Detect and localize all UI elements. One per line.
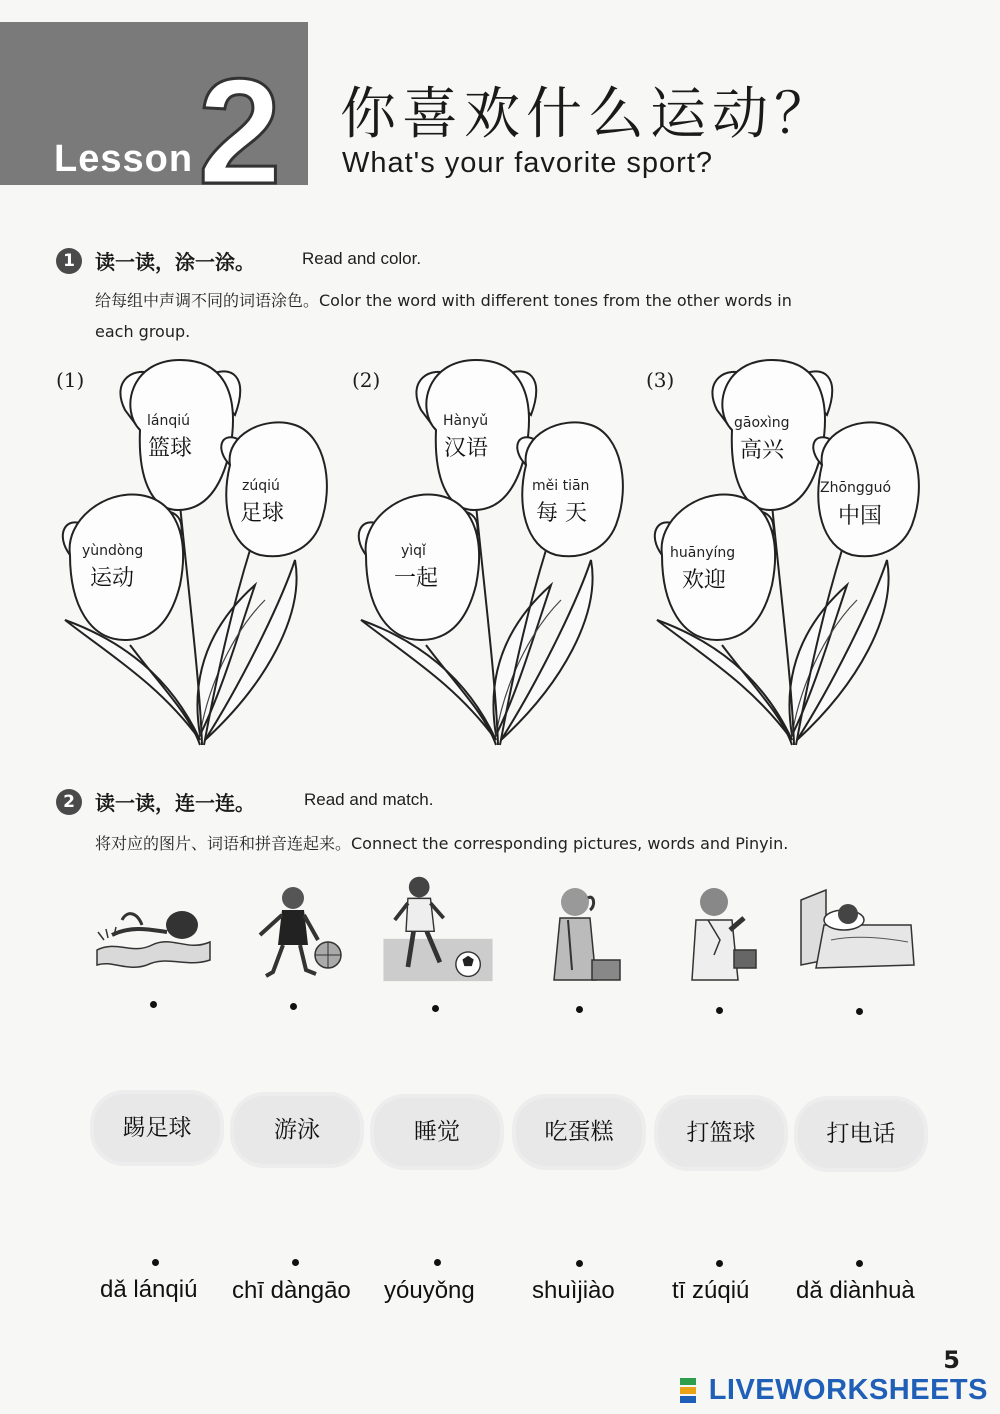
word-hanzi: 欢迎 <box>682 568 727 593</box>
word-box-2[interactable]: 游泳 <box>234 1096 360 1164</box>
word-pinyin: měi tiān <box>532 478 590 494</box>
pinyin-word-3[interactable]: yóuyǒng <box>384 1277 475 1304</box>
picture-dot-5[interactable] <box>716 1007 723 1014</box>
section1-instruction-line1: 给每组中声调不同的词语涂色。Color the word with different tones from the other words in <box>95 291 792 310</box>
group-label-3: (3) <box>646 368 675 392</box>
page-number: 5 <box>943 1346 960 1374</box>
word-hanzi: 每 天 <box>536 501 587 526</box>
page-title-english: What's your favorite sport? <box>342 147 714 179</box>
word-hanzi: 篮球 <box>148 436 193 461</box>
word-hanzi: 足球 <box>240 501 285 526</box>
word-hanzi: 运动 <box>90 566 135 591</box>
word-pinyin: yìqǐ <box>401 543 426 559</box>
tulip-group-1 <box>50 355 340 755</box>
pinyin-word-4[interactable]: shuìjiào <box>532 1277 615 1304</box>
picture-dot-4[interactable] <box>576 1006 583 1013</box>
word-box-6[interactable]: 打电话 <box>798 1100 924 1168</box>
word-pinyin: yùndòng <box>82 543 144 559</box>
lesson-label: Lesson <box>54 138 194 180</box>
word-pinyin: Zhōngguó <box>820 480 892 496</box>
word-pinyin: zúqiú <box>242 478 280 494</box>
word-box-4[interactable]: 吃蛋糕 <box>516 1098 642 1166</box>
pinyin-word-2[interactable]: chī dàngāo <box>232 1277 351 1304</box>
word-hanzi: 一起 <box>394 566 439 591</box>
picture-dot-6[interactable] <box>856 1008 863 1015</box>
section1-number-badge: 1 <box>56 248 82 274</box>
picture-dot-3[interactable] <box>432 1005 439 1012</box>
lesson-number: 2 <box>198 47 282 215</box>
word-pinyin: huānyíng <box>670 545 736 561</box>
word-box-3[interactable]: 睡觉 <box>374 1098 500 1166</box>
word-hanzi: 中国 <box>838 504 883 529</box>
section2-title-english: Read and match. <box>304 790 434 809</box>
section1-title-chinese: 读一读，涂一涂。 <box>95 250 255 274</box>
section2-title-chinese: 读一读，连一连。 <box>95 791 255 815</box>
pinyin-word-5[interactable]: tī zúqiú <box>672 1277 750 1304</box>
page-title-chinese: 你喜欢什么运动？ <box>340 82 836 147</box>
word-hanzi: 高兴 <box>740 438 785 463</box>
soccer-picture[interactable] <box>378 873 498 983</box>
swimming-picture[interactable] <box>92 880 212 990</box>
pinyin-word-6[interactable]: dǎ diànhuà <box>796 1277 915 1304</box>
liveworksheets-brand[interactable]: LIVEWORKSHEETS <box>708 1374 988 1406</box>
group-label-1: (1) <box>56 368 85 392</box>
pinyin-dot-3[interactable] <box>434 1259 441 1266</box>
word-pinyin: lánqiú <box>147 413 190 429</box>
pinyin-dot-4[interactable] <box>576 1260 583 1267</box>
phone-call-picture[interactable] <box>520 880 640 990</box>
tulip-group-2 <box>346 355 636 755</box>
pinyin-dot-2[interactable] <box>292 1259 299 1266</box>
word-box-5[interactable]: 打篮球 <box>658 1099 784 1167</box>
eating-cake-picture[interactable] <box>664 880 784 990</box>
group-label-2: (2) <box>352 368 381 392</box>
picture-dot-2[interactable] <box>290 1003 297 1010</box>
tulip-group-3 <box>642 355 932 755</box>
pinyin-word-1[interactable]: dǎ lánqiú <box>100 1276 198 1303</box>
section2-number-badge: 2 <box>56 789 82 815</box>
liveworksheets-logo-icon <box>680 1378 696 1404</box>
section2-instruction: 将对应的图片、词语和拼音连起来。Connect the corresponding pictures, words and Pinyin. <box>95 834 789 853</box>
section1-title-english: Read and color. <box>302 249 422 268</box>
pinyin-dot-6[interactable] <box>856 1260 863 1267</box>
word-box-1[interactable]: 踢足球 <box>94 1094 220 1162</box>
word-pinyin: Hànyǔ <box>443 413 489 429</box>
picture-dot-1[interactable] <box>150 1001 157 1008</box>
sleeping-picture[interactable] <box>796 880 916 990</box>
pinyin-dot-5[interactable] <box>716 1260 723 1267</box>
basketball-picture[interactable] <box>238 880 358 990</box>
section1-instruction-line2: each group. <box>95 322 191 341</box>
pinyin-dot-1[interactable] <box>152 1259 159 1266</box>
word-pinyin: gāoxìng <box>734 415 790 431</box>
word-hanzi: 汉语 <box>444 436 489 461</box>
